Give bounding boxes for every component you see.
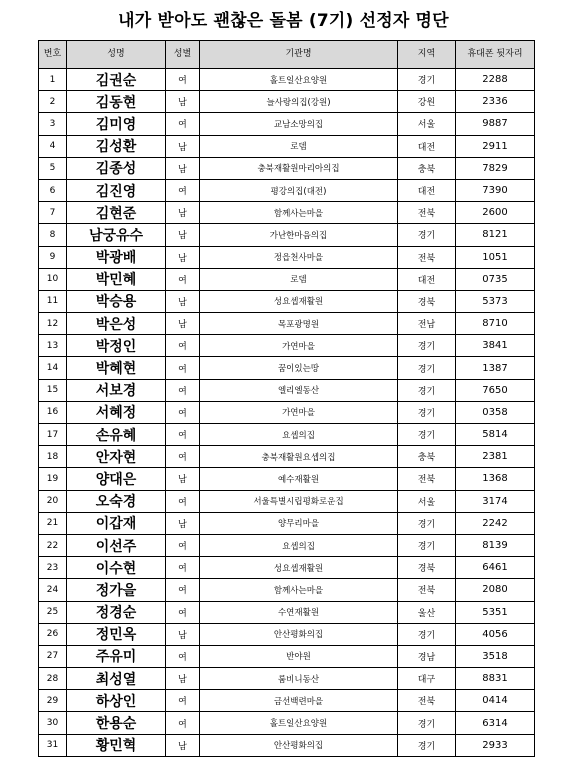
- table-header-row: [39, 41, 535, 69]
- person-name: 박광배: [67, 246, 166, 268]
- region: 경기: [398, 734, 456, 756]
- organization-name: 가연마을: [200, 401, 398, 423]
- row-number: 8: [39, 224, 67, 246]
- phone-last-digits: 5351: [456, 601, 535, 623]
- person-name: 한용순: [67, 712, 166, 734]
- person-sex: 여: [166, 379, 200, 401]
- row-number: 1: [39, 69, 67, 91]
- region: 대전: [398, 268, 456, 290]
- row-number: 21: [39, 512, 67, 534]
- table-row: [39, 490, 535, 512]
- person-sex: 남: [166, 668, 200, 690]
- organization-name: 안산평화의집: [200, 623, 398, 645]
- person-name: 서보경: [67, 379, 166, 401]
- person-sex: 남: [166, 313, 200, 335]
- person-name: 최성열: [67, 668, 166, 690]
- region: 강원: [398, 91, 456, 113]
- region: 경기: [398, 379, 456, 401]
- region: 대구: [398, 668, 456, 690]
- table-row: [39, 290, 535, 312]
- person-name: 남궁유수: [67, 224, 166, 246]
- person-sex: 여: [166, 335, 200, 357]
- phone-last-digits: 1387: [456, 357, 535, 379]
- person-sex: 남: [166, 224, 200, 246]
- person-name: 이수현: [67, 557, 166, 579]
- organization-name: 양무리마을: [200, 512, 398, 534]
- phone-last-digits: 6461: [456, 557, 535, 579]
- organization-name: 엘리엘동산: [200, 379, 398, 401]
- person-name: 안자현: [67, 446, 166, 468]
- phone-last-digits: 8831: [456, 668, 535, 690]
- organization-name: 예수재활원: [200, 468, 398, 490]
- person-sex: 여: [166, 357, 200, 379]
- selection-table: [38, 40, 535, 757]
- header-organization: 기관명: [200, 41, 398, 69]
- table-row: [39, 446, 535, 468]
- row-number: 27: [39, 645, 67, 667]
- person-sex: 여: [166, 446, 200, 468]
- person-sex: 여: [166, 490, 200, 512]
- person-sex: 남: [166, 512, 200, 534]
- phone-last-digits: 0358: [456, 401, 535, 423]
- phone-last-digits: 5814: [456, 424, 535, 446]
- phone-last-digits: 7390: [456, 179, 535, 201]
- person-name: 양대은: [67, 468, 166, 490]
- region: 서울: [398, 490, 456, 512]
- phone-last-digits: 3174: [456, 490, 535, 512]
- region: 전북: [398, 579, 456, 601]
- organization-name: 금선백련마을: [200, 690, 398, 712]
- organization-name: 꿈이있는땅: [200, 357, 398, 379]
- person-sex: 남: [166, 468, 200, 490]
- row-number: 10: [39, 268, 67, 290]
- person-name: 서혜정: [67, 401, 166, 423]
- phone-last-digits: 7829: [456, 157, 535, 179]
- person-sex: 여: [166, 69, 200, 91]
- person-sex: 여: [166, 179, 200, 201]
- table-row: [39, 357, 535, 379]
- table-row: [39, 379, 535, 401]
- person-sex: 남: [166, 202, 200, 224]
- phone-last-digits: 2381: [456, 446, 535, 468]
- row-number: 4: [39, 135, 67, 157]
- row-number: 14: [39, 357, 67, 379]
- region: 경기: [398, 712, 456, 734]
- table-row: [39, 645, 535, 667]
- row-number: 2: [39, 91, 67, 113]
- table-row: [39, 690, 535, 712]
- person-sex: 남: [166, 157, 200, 179]
- organization-name: 충북재활원마리아의집: [200, 157, 398, 179]
- table-row: [39, 557, 535, 579]
- region: 경북: [398, 557, 456, 579]
- phone-last-digits: 3841: [456, 335, 535, 357]
- region: 경남: [398, 645, 456, 667]
- person-name: 오숙경: [67, 490, 166, 512]
- organization-name: 가난한마음의집: [200, 224, 398, 246]
- person-name: 정가을: [67, 579, 166, 601]
- organization-name: 늘사랑의집(강원): [200, 91, 398, 113]
- person-sex: 남: [166, 91, 200, 113]
- organization-name: 성요셉재활원: [200, 557, 398, 579]
- phone-last-digits: 3518: [456, 645, 535, 667]
- table-row: [39, 734, 535, 756]
- table-row: [39, 468, 535, 490]
- phone-last-digits: 1368: [456, 468, 535, 490]
- table-row: [39, 668, 535, 690]
- person-name: 김권순: [67, 69, 166, 91]
- table-body: [39, 69, 535, 757]
- organization-name: 수연재활원: [200, 601, 398, 623]
- header-number: 번호: [39, 41, 67, 69]
- region: 경기: [398, 335, 456, 357]
- row-number: 19: [39, 468, 67, 490]
- person-sex: 여: [166, 601, 200, 623]
- table-row: [39, 424, 535, 446]
- row-number: 7: [39, 202, 67, 224]
- row-number: 28: [39, 668, 67, 690]
- region: 전북: [398, 202, 456, 224]
- table-row: [39, 335, 535, 357]
- organization-name: 목포광명원: [200, 313, 398, 335]
- region: 경기: [398, 401, 456, 423]
- table-row: [39, 601, 535, 623]
- table-row: [39, 623, 535, 645]
- phone-last-digits: 8139: [456, 534, 535, 556]
- region: 경북: [398, 290, 456, 312]
- table-row: [39, 224, 535, 246]
- document-title: 내가 받아도 괜찮은 돌봄 (7기) 선정자 명단: [118, 11, 449, 31]
- table-row: [39, 157, 535, 179]
- region: 경기: [398, 424, 456, 446]
- region: 경기: [398, 534, 456, 556]
- person-name: 정경순: [67, 601, 166, 623]
- row-number: 29: [39, 690, 67, 712]
- region: 경기: [398, 623, 456, 645]
- person-name: 이선주: [67, 534, 166, 556]
- organization-name: 반야원: [200, 645, 398, 667]
- organization-name: 로뎀: [200, 135, 398, 157]
- organization-name: 요셉의집: [200, 534, 398, 556]
- phone-last-digits: 4056: [456, 623, 535, 645]
- phone-last-digits: 2080: [456, 579, 535, 601]
- row-number: 25: [39, 601, 67, 623]
- row-number: 23: [39, 557, 67, 579]
- region: 대전: [398, 179, 456, 201]
- row-number: 31: [39, 734, 67, 756]
- table-row: [39, 268, 535, 290]
- organization-name: 함께사는마을: [200, 579, 398, 601]
- organization-name: 정읍천사마을: [200, 246, 398, 268]
- person-name: 김진영: [67, 179, 166, 201]
- phone-last-digits: 2288: [456, 69, 535, 91]
- organization-name: 서울특별시립평화로운집: [200, 490, 398, 512]
- organization-name: 홀트일산요양원: [200, 69, 398, 91]
- person-name: 김동현: [67, 91, 166, 113]
- phone-last-digits: 2600: [456, 202, 535, 224]
- organization-name: 안산평화의집: [200, 734, 398, 756]
- region: 경기: [398, 512, 456, 534]
- table-row: [39, 534, 535, 556]
- organization-name: 교남소망의집: [200, 113, 398, 135]
- person-sex: 여: [166, 690, 200, 712]
- table-row: [39, 246, 535, 268]
- person-sex: 여: [166, 424, 200, 446]
- table-row: [39, 579, 535, 601]
- person-name: 김미영: [67, 113, 166, 135]
- header-region: 지역: [398, 41, 456, 69]
- row-number: 16: [39, 401, 67, 423]
- person-name: 주유미: [67, 645, 166, 667]
- organization-name: 함께사는마을: [200, 202, 398, 224]
- organization-name: 평강의집(대전): [200, 179, 398, 201]
- table-row: [39, 91, 535, 113]
- person-name: 김종성: [67, 157, 166, 179]
- person-sex: 여: [166, 268, 200, 290]
- person-name: 박혜현: [67, 357, 166, 379]
- row-number: 5: [39, 157, 67, 179]
- row-number: 18: [39, 446, 67, 468]
- person-sex: 여: [166, 557, 200, 579]
- row-number: 11: [39, 290, 67, 312]
- phone-last-digits: 0735: [456, 268, 535, 290]
- phone-last-digits: 9887: [456, 113, 535, 135]
- person-name: 손유혜: [67, 424, 166, 446]
- phone-last-digits: 5373: [456, 290, 535, 312]
- row-number: 9: [39, 246, 67, 268]
- organization-name: 룸비니동산: [200, 668, 398, 690]
- person-sex: 여: [166, 401, 200, 423]
- region: 울산: [398, 601, 456, 623]
- person-sex: 남: [166, 135, 200, 157]
- table-row: [39, 401, 535, 423]
- person-sex: 남: [166, 246, 200, 268]
- header-name: 성명: [67, 41, 166, 69]
- row-number: 6: [39, 179, 67, 201]
- person-name: 이갑재: [67, 512, 166, 534]
- person-sex: 여: [166, 534, 200, 556]
- header-sex: 성별: [166, 41, 200, 69]
- phone-last-digits: 8710: [456, 313, 535, 335]
- phone-last-digits: 2336: [456, 91, 535, 113]
- header-phone: 휴대폰 뒷자리: [456, 41, 535, 69]
- region: 전북: [398, 246, 456, 268]
- region: 경기: [398, 69, 456, 91]
- row-number: 20: [39, 490, 67, 512]
- row-number: 12: [39, 313, 67, 335]
- person-name: 박승용: [67, 290, 166, 312]
- region: 충북: [398, 446, 456, 468]
- phone-last-digits: 1051: [456, 246, 535, 268]
- region: 충북: [398, 157, 456, 179]
- table-row: [39, 69, 535, 91]
- phone-last-digits: 8121: [456, 224, 535, 246]
- region: 전남: [398, 313, 456, 335]
- table-row: [39, 202, 535, 224]
- person-name: 정민옥: [67, 623, 166, 645]
- table-row: [39, 712, 535, 734]
- row-number: 30: [39, 712, 67, 734]
- organization-name: 가연마을: [200, 335, 398, 357]
- person-name: 박은성: [67, 313, 166, 335]
- phone-last-digits: 7650: [456, 379, 535, 401]
- table-row: [39, 135, 535, 157]
- person-name: 김성환: [67, 135, 166, 157]
- table-row: [39, 113, 535, 135]
- person-sex: 여: [166, 579, 200, 601]
- person-name: 박정인: [67, 335, 166, 357]
- region: 서울: [398, 113, 456, 135]
- phone-last-digits: 2911: [456, 135, 535, 157]
- region: 전북: [398, 690, 456, 712]
- person-sex: 여: [166, 113, 200, 135]
- row-number: 15: [39, 379, 67, 401]
- row-number: 13: [39, 335, 67, 357]
- person-name: 김현준: [67, 202, 166, 224]
- table-row: [39, 512, 535, 534]
- organization-name: 홀트일산요양원: [200, 712, 398, 734]
- person-name: 박민혜: [67, 268, 166, 290]
- table-row: [39, 179, 535, 201]
- person-sex: 남: [166, 734, 200, 756]
- region: 대전: [398, 135, 456, 157]
- region: 경기: [398, 224, 456, 246]
- row-number: 17: [39, 424, 67, 446]
- person-name: 황민혁: [67, 734, 166, 756]
- row-number: 3: [39, 113, 67, 135]
- table-row: [39, 313, 535, 335]
- person-sex: 남: [166, 290, 200, 312]
- organization-name: 성요셉재활원: [200, 290, 398, 312]
- person-sex: 여: [166, 645, 200, 667]
- organization-name: 요셉의집: [200, 424, 398, 446]
- phone-last-digits: 0414: [456, 690, 535, 712]
- region: 전북: [398, 468, 456, 490]
- person-sex: 여: [166, 712, 200, 734]
- row-number: 26: [39, 623, 67, 645]
- organization-name: 로뎀: [200, 268, 398, 290]
- phone-last-digits: 2242: [456, 512, 535, 534]
- row-number: 24: [39, 579, 67, 601]
- organization-name: 충북재활원요셉의집: [200, 446, 398, 468]
- phone-last-digits: 6314: [456, 712, 535, 734]
- phone-last-digits: 2933: [456, 734, 535, 756]
- person-sex: 남: [166, 623, 200, 645]
- row-number: 22: [39, 534, 67, 556]
- person-name: 하상인: [67, 690, 166, 712]
- region: 경기: [398, 357, 456, 379]
